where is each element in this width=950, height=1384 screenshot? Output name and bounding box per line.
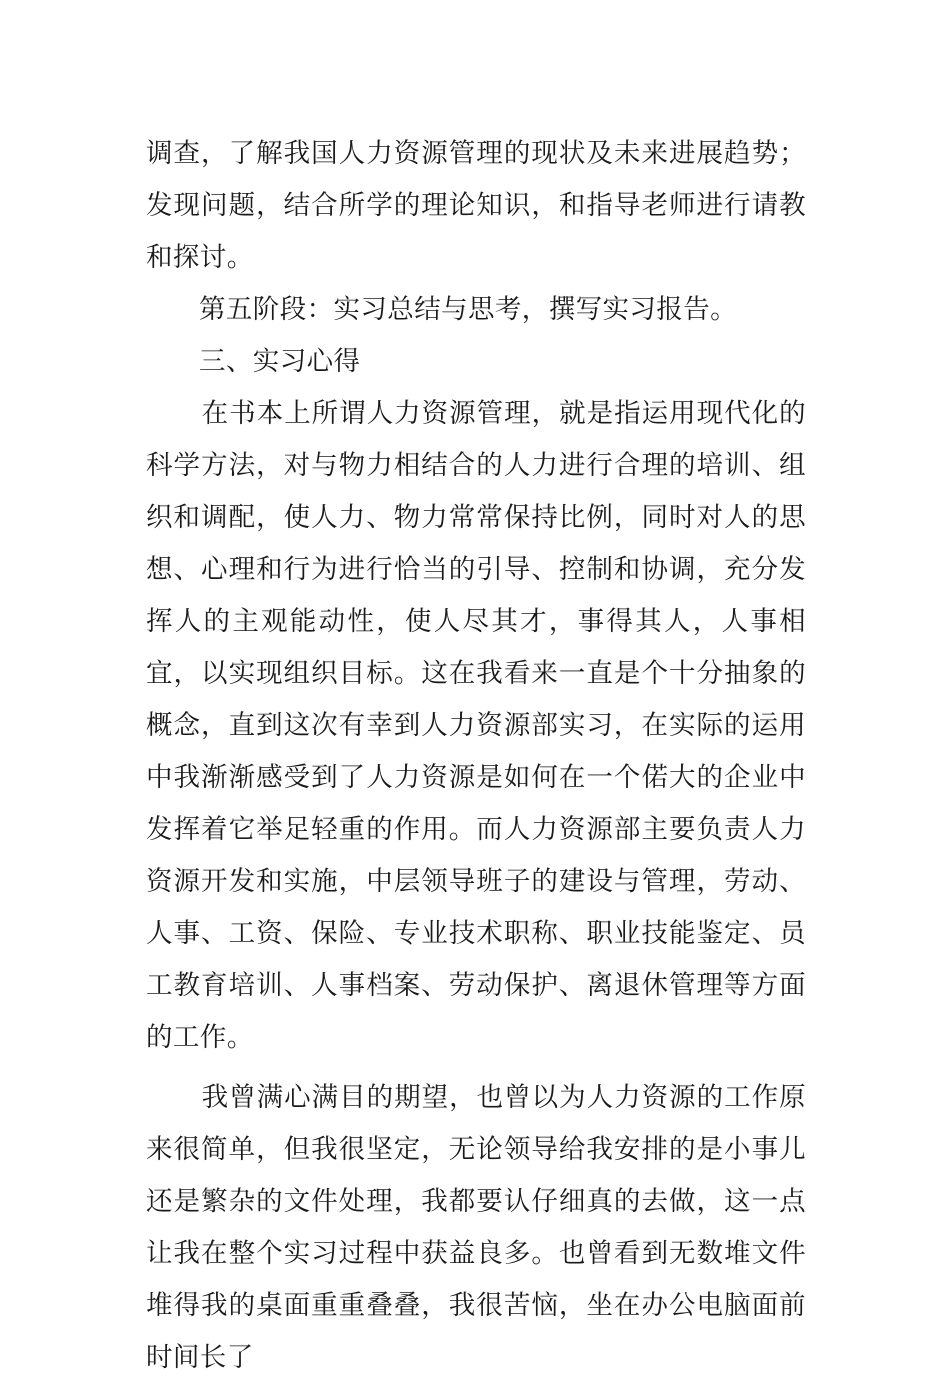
paragraph-expectations: 我曾满心满目的期望，也曾以为人力资源的工作原来很简单，但我很坚定，无论领导给我安排的是小事儿还是繁杂的文件处理，我都要认仔细真的去做，这一点让我在整个实习过程中获益良多。也曾看到无数堆文件堆得我的桌面重重叠叠，我很苦恼，坐在办公电脑面前时间长了 (146, 1082, 806, 1373)
paragraph-stage-five: 第五阶段：实习总结与思考，撰写实习报告。 (199, 294, 737, 325)
document-body (146, 128, 806, 1384)
section-heading-internship-insights: 三、实习心得 (199, 346, 361, 377)
paragraph-continuation: 调查，了解我国人力资源管理的现状及未来进展趋势；发现问题，结合所学的理论知识，和指导老师进行请教和探讨。 (146, 138, 806, 273)
paragraph-hr-definition: 在书本上所谓人力资源管理，就是指运用现代化的科学方法，对与物力相结合的人力进行合理的培训、组织和调配，使人力、物力常常保持比例，同时对人的思想、心理和行为进行恰当的引导、控制和协调，充分发挥人的主观能动性，使人尽其才，事得其人，人事相宜，以实现组织目标。这在我看来一直是个十分抽象的概念，直到这次有幸到人力资源部实习，在实际的运用中我渐渐感受到了人力资源是如何在一个偌大的企业中发挥着它举足轻重的作用。而人力资源部主要负责人力资源开发和实施，中层领导班子的建设与管理，劳动、人事、工资、保险、专业技术职称、职业技能鉴定、员工教育培训、人事档案、劳动保护、离退休管理等方面的工作。 (146, 398, 806, 1053)
